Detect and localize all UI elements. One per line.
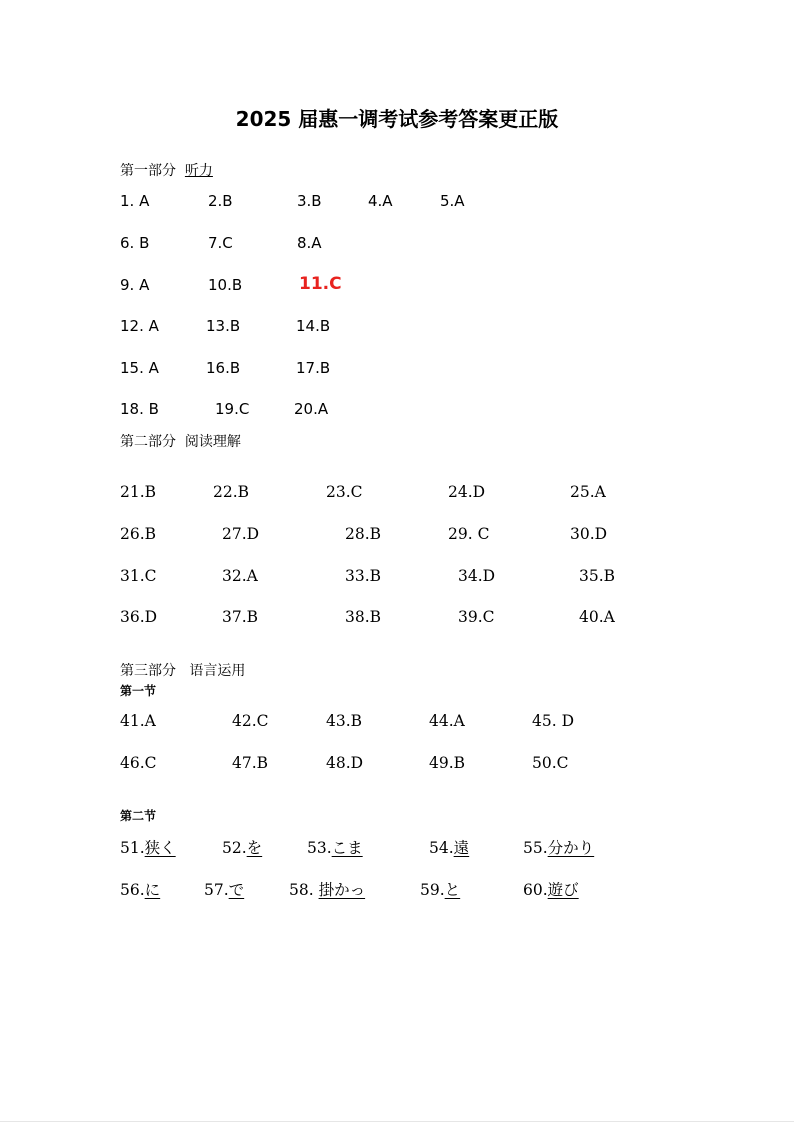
question-number: 51. xyxy=(120,839,145,857)
fill-answer: で xyxy=(228,881,245,899)
fill-answer: 掛かっ xyxy=(318,881,366,899)
answer-cell: 28.B xyxy=(345,525,382,543)
answer-cell: 31.C xyxy=(120,567,157,585)
answer-cell: 38.B xyxy=(345,608,382,626)
answer-cell: 49.B xyxy=(429,754,466,772)
answer-cell: 29. C xyxy=(448,525,490,543)
part2-row-1 xyxy=(0,483,794,507)
part2-row-2 xyxy=(0,525,794,549)
part1-row-6 xyxy=(0,400,794,424)
answer-cell: 1. A xyxy=(120,192,150,210)
question-number: 53. xyxy=(307,839,332,857)
fill-answer-cell xyxy=(307,836,363,858)
part1-row-1 xyxy=(0,192,794,216)
answer-cell: 13.B xyxy=(206,317,241,335)
answer-cell: 22.B xyxy=(213,483,250,501)
answer-cell: 41.A xyxy=(120,712,156,730)
part3-s2-row-2 xyxy=(0,878,794,902)
answer-cell: 33.B xyxy=(345,567,382,585)
fill-answer-cell xyxy=(120,836,176,858)
answer-cell: 26.B xyxy=(120,525,157,543)
answer-cell: 48.D xyxy=(326,754,364,772)
question-number: 55. xyxy=(523,839,548,857)
answer-cell: 20.A xyxy=(294,400,329,418)
part1-heading xyxy=(120,160,213,180)
section2-label: 第二节 xyxy=(120,809,157,823)
answer-cell: 5.A xyxy=(440,192,465,210)
part1-row-5 xyxy=(0,359,794,383)
fill-answer-cell xyxy=(222,836,262,858)
answer-cell: 16.B xyxy=(206,359,241,377)
part3-heading xyxy=(120,660,245,680)
answer-cell: 37.B xyxy=(222,608,259,626)
answer-cell: 4.A xyxy=(368,192,393,210)
question-number: 59. xyxy=(420,881,445,899)
fill-answer-cell xyxy=(120,878,160,900)
answer-cell: 43.B xyxy=(326,712,363,730)
question-number: 52. xyxy=(222,839,247,857)
answer-cell: 40.A xyxy=(579,608,615,626)
part3-label: 第三部分 xyxy=(120,663,176,679)
question-number: 58. xyxy=(289,881,319,899)
page-title: 2025 届惠一调考试参考答案更正版 xyxy=(235,107,559,131)
answer-cell: 46.C xyxy=(120,754,157,772)
answer-cell: 45. D xyxy=(532,712,575,730)
part3-s2-row-1 xyxy=(0,836,794,860)
answer-cell: 25.A xyxy=(570,483,606,501)
answer-cell: 9. A xyxy=(120,276,150,294)
answer-cell: 10.B xyxy=(208,276,243,294)
part1-row-4 xyxy=(0,317,794,341)
answer-cell: 18. B xyxy=(120,400,159,418)
answer-cell: 35.B xyxy=(579,567,616,585)
fill-answer: と xyxy=(444,881,461,899)
fill-answer: 分かり xyxy=(547,839,595,857)
answer-cell: 47.B xyxy=(232,754,269,772)
answer-cell: 7.C xyxy=(208,234,233,252)
answer-cell: 42.C xyxy=(232,712,269,730)
answer-cell: 44.A xyxy=(429,712,465,730)
answer-cell: 3.B xyxy=(297,192,322,210)
fill-answer: 遊び xyxy=(547,881,579,899)
section1-label: 第一节 xyxy=(120,684,157,698)
answer-cell: 12. A xyxy=(120,317,159,335)
question-number: 57. xyxy=(204,881,229,899)
answer-cell: 36.D xyxy=(120,608,158,626)
answer-cell: 6. B xyxy=(120,234,150,252)
part1-name: 听力 xyxy=(184,163,213,179)
part1-row-2 xyxy=(0,234,794,258)
part3-s1-row-2 xyxy=(0,754,794,778)
answer-cell: 30.D xyxy=(570,525,608,543)
answer-cell: 23.C xyxy=(326,483,363,501)
answer-cell: 39.C xyxy=(458,608,495,626)
part2-row-4 xyxy=(0,608,794,632)
answer-cell: 27.D xyxy=(222,525,260,543)
page-bottom-border xyxy=(0,1121,794,1122)
answer-cell: 15. A xyxy=(120,359,159,377)
answer-cell: 2.B xyxy=(208,192,233,210)
fill-answer: を xyxy=(246,839,263,857)
part3-name: 语言运用 xyxy=(189,663,246,679)
part1-label: 第一部分 xyxy=(120,163,176,179)
part2-name: 阅读理解 xyxy=(184,434,241,450)
answer-cell: 24.D xyxy=(448,483,486,501)
fill-answer: 狭く xyxy=(144,839,176,857)
fill-answer: こま xyxy=(331,839,363,857)
answer-cell: 19.C xyxy=(215,400,250,418)
fill-answer-cell xyxy=(289,878,365,900)
part1-row-3 xyxy=(0,276,794,300)
answer-cell: 32.A xyxy=(222,567,258,585)
answer-cell: 50.C xyxy=(532,754,569,772)
fill-answer-cell xyxy=(523,836,594,858)
part2-row-3 xyxy=(0,567,794,591)
answer-cell: 14.B xyxy=(296,317,331,335)
question-number: 60. xyxy=(523,881,548,899)
fill-answer-cell xyxy=(429,836,469,858)
part2-heading xyxy=(120,431,241,451)
corrected-answer-cell: 11.C xyxy=(299,274,342,294)
fill-answer-cell xyxy=(523,878,579,900)
answer-cell: 8.A xyxy=(297,234,322,252)
part2-label: 第二部分 xyxy=(120,434,176,450)
answer-cell: 21.B xyxy=(120,483,157,501)
question-number: 54. xyxy=(429,839,454,857)
answer-cell: 34.D xyxy=(458,567,496,585)
fill-answer: 遠 xyxy=(453,839,470,857)
fill-answer-cell xyxy=(204,878,244,900)
answer-cell: 17.B xyxy=(296,359,331,377)
question-number: 56. xyxy=(120,881,145,899)
part3-s1-row-1 xyxy=(0,712,794,736)
fill-answer-cell xyxy=(420,878,460,900)
fill-answer: に xyxy=(144,881,161,899)
